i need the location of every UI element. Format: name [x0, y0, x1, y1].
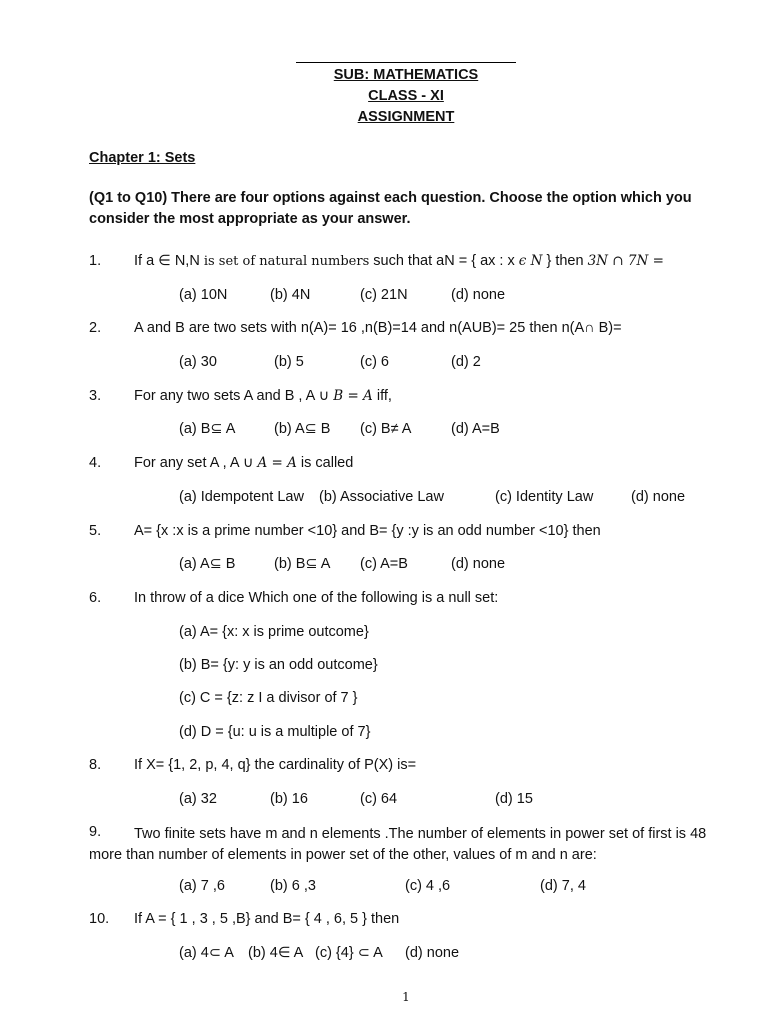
- page-number: 1: [402, 990, 410, 1004]
- q1-number: 1.: [89, 253, 102, 269]
- q1-text: If a ∈ N,N is set of natural numbers such that aN = { ax : x ϵ N } then 3N ∩ 7N =: [134, 253, 664, 269]
- q9-number: 9.: [89, 824, 102, 840]
- subject-heading: SUB: MATHEMATICS: [333, 67, 479, 83]
- q8-text: If X= {1, 2, p, 4, q} the cardinality of P(X) is=: [134, 757, 417, 773]
- q1-option-b: (b) 4N: [270, 287, 311, 303]
- q6-option-b: (b) B= {y: y is an odd outcome}: [179, 657, 378, 673]
- q1-option-d: (d) none: [451, 287, 506, 303]
- q4-number: 4.: [89, 455, 102, 471]
- q3-option-b: (b) A⊆ B: [274, 421, 331, 437]
- class-heading: CLASS - XI: [368, 88, 444, 104]
- q2-number: 2.: [89, 320, 102, 336]
- q3-text: For any two sets A and B , A ∪ B = A iff,: [134, 388, 392, 404]
- instructions: (Q1 to Q10) There are four options against each question. Choose the option which you consider the most appropriate as your answer.: [89, 190, 692, 227]
- q8-option-a: (a) 32: [179, 791, 217, 807]
- q3-option-d: (d) A=B: [451, 421, 500, 437]
- q3-option-a: (a) B⊆ A: [179, 421, 236, 437]
- q1-option-a: (a) 10N: [179, 287, 228, 303]
- q8-option-c: (c) 64: [360, 791, 398, 807]
- q8-number: 8.: [89, 757, 102, 773]
- q10-number: 10.: [89, 911, 110, 927]
- q8-option-b: (b) 16: [270, 791, 308, 807]
- chapter-title: Chapter 1: Sets: [89, 150, 196, 166]
- q10-option-a: (a) 4⊂ A: [179, 945, 234, 961]
- q3-option-c: (c) B≠ A: [360, 421, 412, 437]
- q1-option-c: (c) 21N: [360, 287, 408, 303]
- q5-option-a: (a) A⊆ B: [179, 556, 236, 572]
- q6-number: 6.: [89, 590, 102, 606]
- q5-option-d: (d) none: [451, 556, 506, 572]
- q2-option-a: (a) 30: [179, 354, 217, 370]
- q2-text: A and B are two sets with n(A)= 16 ,n(B)=14 and n(AUB)= 25 then n(A∩ B)=: [134, 320, 622, 336]
- q9-option-a: (a) 7 ,6: [179, 878, 225, 894]
- q10-option-d: (d) none: [405, 945, 460, 961]
- q9-text: Two finite sets have m and n elements .The number of elements in power set of first is 48 more than number of elements in power set of the other, values of m and n are:: [89, 826, 707, 863]
- q6-text: In throw of a dice Which one of the following is a null set:: [134, 590, 499, 606]
- q5-number: 5.: [89, 523, 102, 539]
- q4-text: For any set A , A ∪ A = A is called: [134, 455, 354, 471]
- header-rule: [296, 62, 516, 63]
- q10-option-c: (c) {4} ⊂ A: [315, 945, 383, 961]
- q10-text: If A = { 1 , 3 , 5 ,B} and B= { 4 , 6, 5 } then: [134, 911, 400, 927]
- q6-option-a: (a) A= {x: x is prime outcome}: [179, 624, 369, 640]
- q4-option-b: (b) Associative Law: [319, 489, 444, 505]
- q10-option-b: (b) 4∈ A: [248, 945, 304, 961]
- q2-option-b: (b) 5: [274, 354, 304, 370]
- q8-option-d: (d) 15: [495, 791, 533, 807]
- q2-option-c: (c) 6: [360, 354, 389, 370]
- q9-option-c: (c) 4 ,6: [405, 878, 451, 894]
- q4-option-d: (d) none: [631, 489, 686, 505]
- q4-option-a: (a) Idempotent Law: [179, 489, 304, 505]
- assignment-heading: ASSIGNMENT: [357, 109, 455, 125]
- q9-option-d: (d) 7, 4: [540, 878, 586, 894]
- q6-option-c: (c) C = {z: z I a divisor of 7 }: [179, 690, 358, 706]
- q5-option-b: (b) B⊆ A: [274, 556, 331, 572]
- q4-option-c: (c) Identity Law: [495, 489, 594, 505]
- q2-option-d: (d) 2: [451, 354, 481, 370]
- q5-text: A= {x :x is a prime number <10} and B= {y :y is an odd number <10} then: [134, 523, 601, 539]
- q3-number: 3.: [89, 388, 102, 404]
- q6-option-d: (d) D = {u: u is a multiple of 7}: [179, 724, 371, 740]
- q9-option-b: (b) 6 ,3: [270, 878, 316, 894]
- q5-option-c: (c) A=B: [360, 556, 408, 572]
